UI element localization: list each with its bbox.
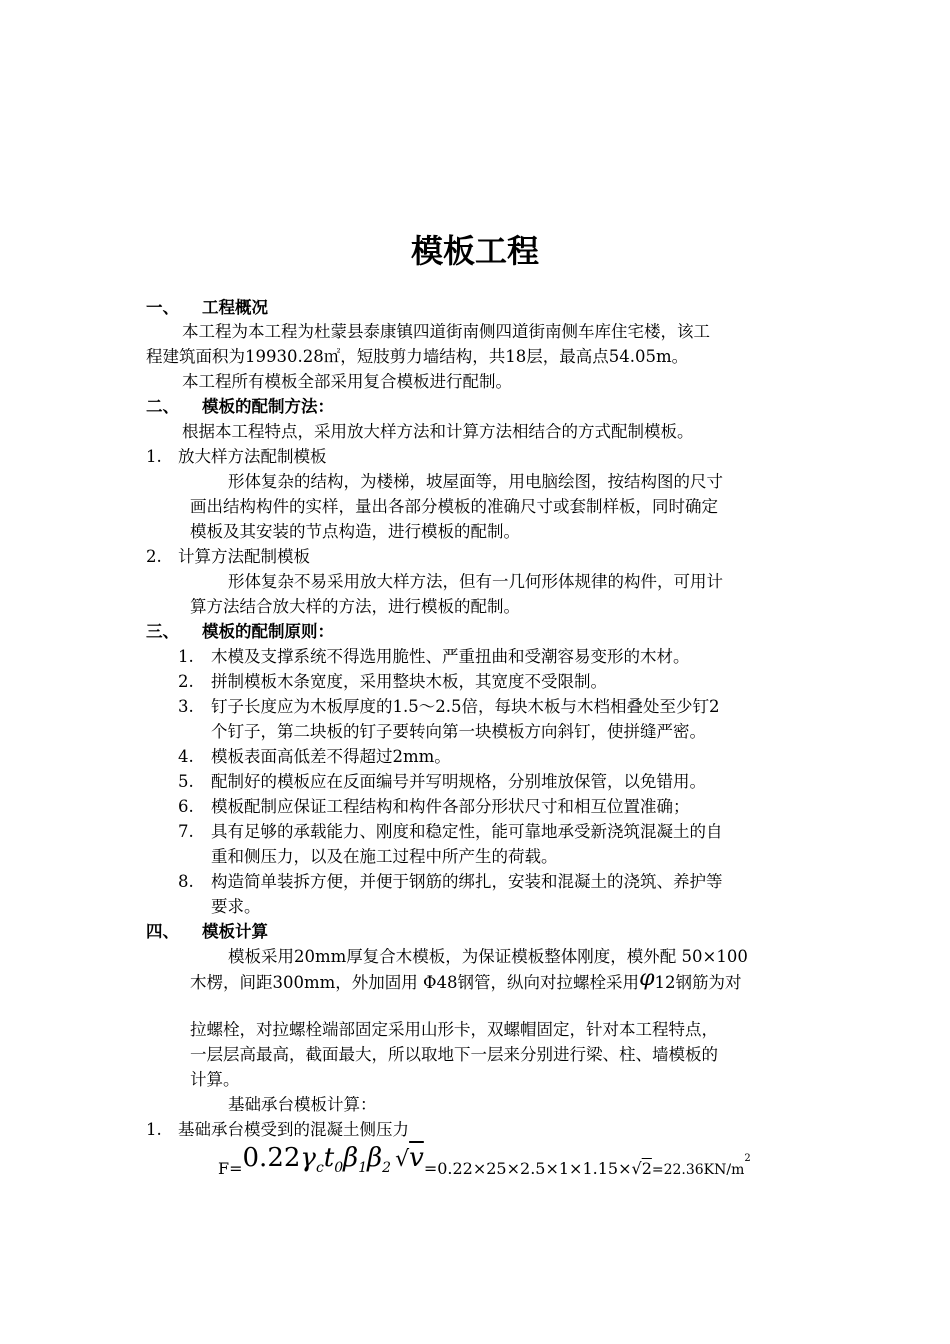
section-3-item-number: 4.	[178, 747, 194, 766]
formula-sqrt-sign: √	[395, 1146, 410, 1172]
page-title: 模板工程	[410, 232, 539, 270]
section-2-item-2-number: 2.	[146, 547, 162, 566]
section-4-number: 四、	[146, 922, 179, 941]
section-4-title: 模板计算	[202, 922, 268, 941]
section-1-para-2: 本工程所有模板全部采用复合模板进行配制。	[182, 372, 512, 391]
section-2-number: 二、	[146, 397, 179, 416]
section-4-para-1-line-2-a: 木楞，间距300mm，外加固用 Φ48钢管，纵向对拉螺栓采用	[190, 973, 640, 992]
section-2-item-1-line-1: 形体复杂的结构，为楼梯，坡屋面等，用电脑绘图，按结构图的尺寸	[228, 472, 723, 491]
pressure-formula	[218, 1142, 751, 1183]
section-4-item-1-title: 基础承台模受到的混凝土侧压力	[178, 1120, 409, 1139]
section-3-item-text: 拼制模板木条宽度，采用整块木板，其宽度不受限制。	[211, 672, 607, 691]
section-1-number: 一、	[146, 298, 179, 317]
section-2-item-1-title: 放大样方法配制模板	[178, 447, 327, 466]
formula-beta-2: β	[367, 1142, 383, 1173]
formula-rhs-two: 2	[641, 1158, 652, 1178]
section-4-para-1-line-2	[190, 966, 742, 995]
section-2-item-1-line-3: 模板及其安装的节点构造，进行模板的配制。	[190, 522, 520, 541]
formula-coefficient: 0.22	[242, 1142, 301, 1173]
section-2-item-1-line-2: 画出结构构件的实样，量出各部分模板的准确尺寸或套制样板，同时确定	[190, 497, 718, 516]
section-3-item-text: 木模及支撑系统不得选用脆性、严重扭曲和受潮容易变形的木材。	[211, 647, 690, 666]
section-3-item-number: 5.	[178, 772, 194, 791]
section-4-sub-heading: 基础承台模板计算：	[228, 1095, 377, 1114]
section-3-number: 三、	[146, 622, 179, 641]
section-4-para-1-line-2-b: 12钢筋为对	[654, 973, 742, 992]
formula-expression	[242, 1142, 424, 1176]
section-1-title: 工程概况	[202, 298, 268, 317]
section-2-intro: 根据本工程特点，采用放大样方法和计算方法相结合的方式配制模板。	[182, 422, 694, 441]
section-3-item-text: 配制好的模板应在反面编号并写明规格，分别堆放保管，以免错用。	[211, 772, 706, 791]
section-3-item-text-cont: 要求。	[211, 897, 261, 916]
section-3-item-text: 模板配制应保证工程结构和构件各部分形状尺寸和相互位置准确；	[211, 797, 690, 816]
formula-rhs-sup: 2	[744, 1153, 751, 1164]
formula-gamma-sub: c	[315, 1159, 324, 1176]
formula-rhs-a: =0.22×25×2.5×1×1.15×	[423, 1158, 632, 1178]
formula-rhs-b: =22.36KN/m	[651, 1161, 745, 1178]
formula-t: t	[323, 1142, 335, 1173]
section-4-para-2-line-1: 拉螺栓，对拉螺栓端部固定采用山形卡，双螺帽固定，针对本工程特点，	[190, 1020, 718, 1039]
section-2-item-2-line-1: 形体复杂不易采用放大样方法，但有一几何形体规律的构件，可用计	[228, 572, 723, 591]
section-2-title: 模板的配制方法：	[202, 397, 334, 416]
section-3-title: 模板的配制原则：	[202, 622, 334, 641]
section-3-item-number: 1.	[178, 647, 194, 666]
section-3-item-number: 8.	[178, 872, 194, 891]
formula-beta-2-sub: 2	[382, 1159, 392, 1176]
section-3-item-text: 钉子长度应为木板厚度的1.5～2.5倍，每块木板与木档相叠处至少钉2	[211, 697, 720, 716]
formula-lhs: F=	[218, 1158, 243, 1178]
section-1-para-1-line-2: 程建筑面积为19930.28㎡，短肢剪力墙结构，共18层，最高点54.05m。	[146, 347, 689, 366]
formula-beta-1-sub: 1	[358, 1159, 368, 1176]
section-3-item-number: 7.	[178, 822, 194, 841]
formula-v: v	[409, 1142, 424, 1173]
phi-symbol: φ	[639, 966, 655, 991]
section-4-item-1-number: 1.	[146, 1120, 162, 1139]
section-4-para-1-line-1: 模板采用20mm厚复合木模板，为保证模板整体刚度，模外配 50×100	[228, 947, 748, 966]
section-3-item-number: 6.	[178, 797, 194, 816]
section-3-item-number: 2.	[178, 672, 194, 691]
formula-gamma: γ	[300, 1142, 316, 1173]
section-3-item-text: 具有足够的承载能力、刚度和稳定性，能可靠地承受新浇筑混凝土的自	[211, 822, 723, 841]
section-4-para-2-line-3: 计算。	[190, 1070, 240, 1089]
formula-beta-1: β	[343, 1142, 359, 1173]
section-3-item-text: 构造简单装拆方便，并便于钢筋的绑扎，安装和混凝土的浇筑、养护等	[211, 872, 723, 891]
section-4-para-2-line-2: 一层层高最高，截面最大，所以取地下一层来分别进行梁、柱、墙模板的	[190, 1045, 718, 1064]
section-3-item-text-cont: 个钉子，第二块板的钉子要转向第一块模板方向斜钉，使拼缝严密。	[211, 722, 706, 741]
section-3-item-text-cont: 重和侧压力，以及在施工过程中所产生的荷载。	[211, 847, 558, 866]
section-3-item-number: 3.	[178, 697, 194, 716]
section-1-para-1-line-1: 本工程为本工程为杜蒙县泰康镇四道街南侧四道街南侧车库住宅楼，该工	[182, 322, 710, 341]
section-2-item-2-title: 计算方法配制模板	[178, 547, 310, 566]
section-2-item-1-number: 1.	[146, 447, 162, 466]
formula-rhs-sqrt: √	[631, 1158, 642, 1178]
formula-t-sub: 0	[334, 1159, 344, 1176]
section-3-item-text: 模板表面高低差不得超过2mm。	[211, 747, 451, 766]
section-2-item-2-line-2: 算方法结合放大样的方法，进行模板的配制。	[190, 597, 520, 616]
